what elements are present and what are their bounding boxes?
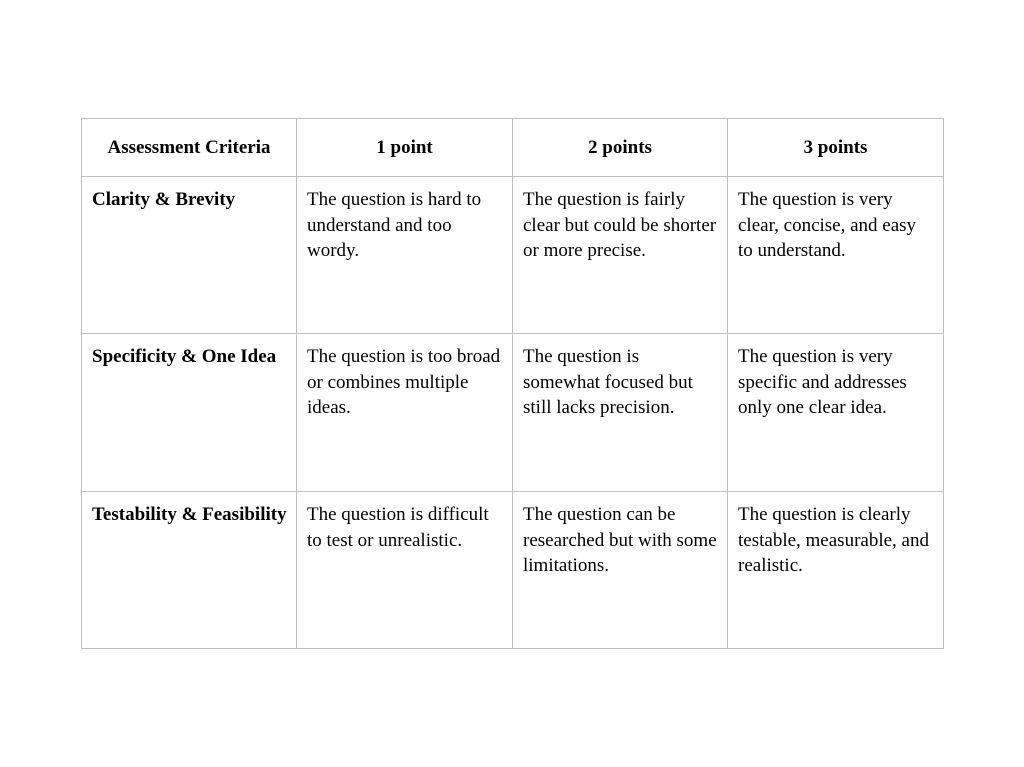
header-3-points: 3 points xyxy=(728,119,944,177)
cell-specificity-1-point: The question is too broad or combines multiple ideas. xyxy=(297,334,513,492)
criterion-testability-feasibility: Testability & Feasibility xyxy=(82,492,297,649)
table-row xyxy=(82,177,944,334)
table-row xyxy=(82,334,944,492)
cell-clarity-1-point: The question is hard to understand and too wordy. xyxy=(297,177,513,334)
header-assessment-criteria: Assessment Criteria xyxy=(82,119,297,177)
cell-clarity-2-points: The question is fairly clear but could be shorter or more precise. xyxy=(513,177,728,334)
header-1-point: 1 point xyxy=(297,119,513,177)
cell-testability-3-points: The question is clearly testable, measurable, and realistic. xyxy=(728,492,944,649)
cell-clarity-3-points: The question is very clear, concise, and easy to understand. xyxy=(728,177,944,334)
header-2-points: 2 points xyxy=(513,119,728,177)
criterion-clarity-brevity: Clarity & Brevity xyxy=(82,177,297,334)
cell-testability-1-point: The question is difficult to test or unrealistic. xyxy=(297,492,513,649)
criterion-specificity-one-idea: Specificity & One Idea xyxy=(82,334,297,492)
table-row xyxy=(82,492,944,649)
cell-testability-2-points: The question can be researched but with some limitations. xyxy=(513,492,728,649)
cell-specificity-2-points: The question is somewhat focused but still lacks precision. xyxy=(513,334,728,492)
table-header-row xyxy=(82,119,944,177)
assessment-rubric-table xyxy=(81,118,944,649)
cell-specificity-3-points: The question is very specific and addresses only one clear idea. xyxy=(728,334,944,492)
